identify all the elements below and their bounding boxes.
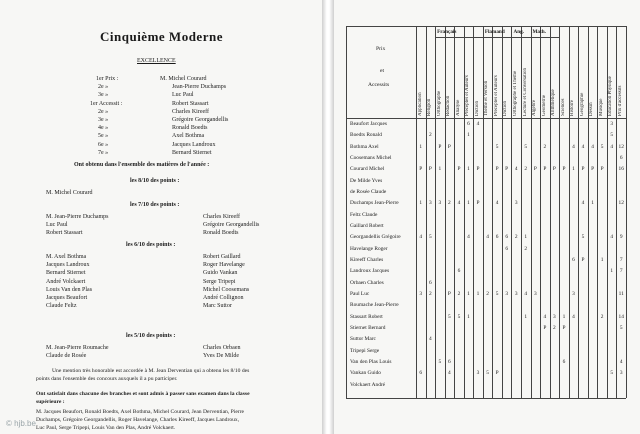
table-cell: 1 bbox=[467, 313, 470, 320]
column-heading: Application bbox=[417, 92, 423, 116]
mention-line-1: Une mention très honorable est accordée à M. Jean Derventian qui a obtenu les 8/10 des bbox=[52, 368, 250, 374]
table-cell: 6 bbox=[495, 234, 499, 241]
table-cell: 4 bbox=[514, 166, 518, 173]
table-cell: P bbox=[581, 257, 585, 263]
table-cell: 6 bbox=[505, 234, 509, 241]
table-cell: 5 bbox=[438, 359, 442, 365]
column-heading: Diction bbox=[503, 101, 509, 116]
table-cell: 5 bbox=[610, 132, 614, 139]
prize-name: Ronald Boedts bbox=[172, 125, 208, 132]
list-item: Marc Suttor bbox=[203, 303, 232, 310]
column-heading: Algèbre bbox=[532, 99, 538, 116]
table-cell: 6 bbox=[562, 359, 566, 365]
table-cell: 5 bbox=[581, 234, 585, 241]
table-cell: 1 bbox=[438, 166, 442, 173]
table-cell: P bbox=[591, 166, 595, 173]
column-heading: Diction bbox=[474, 101, 480, 116]
table-cell: 1 bbox=[572, 166, 575, 173]
prize-name: Jean-Pierre Duchamps bbox=[172, 84, 227, 91]
list-item: Robert Stassart bbox=[46, 229, 83, 236]
column-heading: Préceptes et Auteurs bbox=[493, 75, 499, 116]
group-underline bbox=[483, 37, 512, 38]
table-row-name: Georgandellis Grégoire bbox=[350, 234, 401, 241]
table-border bbox=[346, 26, 626, 27]
table-row-name: De Milde Yves bbox=[350, 177, 383, 184]
table-cell: 5 bbox=[524, 143, 528, 150]
prize-rank: 2e » bbox=[98, 108, 109, 115]
table-cell: 3 bbox=[514, 291, 518, 297]
table-cell: 4 bbox=[591, 143, 594, 150]
prize-name: M. Michel Courard bbox=[160, 76, 207, 82]
list-item: Guido Vankan bbox=[203, 270, 238, 277]
prize-name: Axel Bothma bbox=[172, 133, 205, 140]
table-cell: 11 bbox=[618, 291, 624, 297]
table-cell: 3 bbox=[505, 291, 509, 297]
final-line-2: Duchamps, Grégoire Georgandellis, Roger Havelange, Charles Kireeff, Jacques Landroux, bbox=[36, 417, 240, 423]
table-border bbox=[346, 398, 626, 399]
list-item: M. Jean-Pierre Duchamps bbox=[46, 214, 109, 220]
table-cell: 1 bbox=[562, 313, 566, 320]
column-heading: Histoire bbox=[570, 99, 576, 116]
prize-name: Grégoire Georgandellis bbox=[172, 117, 229, 123]
table-border bbox=[346, 26, 347, 398]
table-cell: 4 bbox=[495, 200, 499, 207]
table-cell: 4 bbox=[448, 370, 451, 377]
table-cell: 4 bbox=[543, 313, 547, 320]
group-heading: Math. bbox=[532, 29, 546, 35]
table-cell: P bbox=[476, 200, 480, 207]
prize-rank: 3e » bbox=[98, 117, 109, 123]
table-cell: 2 bbox=[600, 313, 604, 320]
table-cell: 2 bbox=[448, 200, 451, 207]
table-cell: P bbox=[562, 325, 566, 331]
table-cell: 6 bbox=[428, 279, 432, 286]
table-cell: 4 bbox=[610, 143, 614, 150]
page-title: Cinquième Moderne bbox=[100, 29, 223, 44]
table-row-name: Volckaert André bbox=[350, 381, 386, 388]
table-cell: 6 bbox=[505, 245, 509, 252]
table-cell: 3 bbox=[572, 291, 575, 297]
list-item: Michel Coosemans bbox=[203, 286, 250, 293]
table-cell: 5 bbox=[428, 234, 432, 241]
header-label-prix: Prix bbox=[376, 46, 386, 52]
table-cell: 2 bbox=[524, 245, 528, 252]
column-heading: Géographie bbox=[579, 92, 585, 116]
table-cell: 4 bbox=[419, 234, 423, 241]
list-item: Charles Kireeff bbox=[203, 214, 241, 220]
table-cell: 2 bbox=[514, 234, 518, 241]
group-underline bbox=[531, 37, 560, 38]
prize-name: Charles Kireeff bbox=[172, 108, 210, 115]
table-cell: 2 bbox=[428, 132, 432, 139]
column-heading: Rédaction bbox=[446, 95, 452, 116]
table-cell: 3 bbox=[514, 200, 518, 207]
table-cell: 1 bbox=[467, 166, 470, 173]
table-cell: 5 bbox=[495, 143, 499, 150]
table-cell: 4 bbox=[572, 313, 575, 320]
prize-rank: 1er Prix : bbox=[96, 76, 119, 82]
table-cell: P bbox=[562, 166, 566, 173]
results-table bbox=[346, 26, 626, 398]
table-row-name: Coosemans Michel bbox=[350, 155, 392, 161]
table-row-name: Courard Michel bbox=[350, 166, 385, 173]
table-cell: 3 bbox=[553, 313, 556, 320]
list-item: M. Michel Courard bbox=[46, 190, 93, 196]
table-cell: 4 bbox=[467, 234, 470, 241]
table-row-name: Feltz Claude bbox=[350, 211, 378, 218]
group-heading: Flamand bbox=[484, 29, 505, 35]
table-cell: P bbox=[419, 166, 423, 173]
list-item: André Collignon bbox=[203, 295, 244, 301]
table-cell: 2 bbox=[543, 143, 547, 150]
band-heading-510: les 5/10 des points : bbox=[126, 333, 176, 339]
table-cell: 4 bbox=[476, 121, 480, 127]
table-cell: 5 bbox=[448, 313, 451, 320]
table-cell: 2 bbox=[553, 325, 556, 331]
table-row-name: Havelange Roger bbox=[350, 245, 388, 252]
table-cell: 2 bbox=[486, 291, 489, 297]
final-line-1: M. Jacques Beaufort, Ronald Boedts, Axel Bothma, Michel Courard, Jean Derventian, Pierre bbox=[36, 409, 245, 415]
table-cell: 4 bbox=[457, 200, 461, 207]
table-row-name: Boedts Ronald bbox=[350, 132, 382, 139]
prize-rank: 4e » bbox=[98, 125, 109, 132]
table-row-name: Tripepi Serge bbox=[350, 347, 380, 354]
table-cell: 1 bbox=[476, 291, 480, 297]
prize-name: Bernard Stiernet bbox=[172, 149, 212, 156]
column-heading: Prix d'accessits bbox=[617, 85, 623, 116]
table-cell: 9 bbox=[619, 234, 623, 241]
band-heading-710: les 7/10 des points : bbox=[130, 202, 180, 208]
obtained-heading: Ont obtenu dans l'ensemble des matières de l'année : bbox=[74, 162, 210, 168]
list-item: Robert Gaillard bbox=[203, 254, 241, 260]
list-item: Luc Paul bbox=[46, 221, 68, 228]
table-cell: P bbox=[428, 166, 432, 173]
table-cell: 1 bbox=[419, 143, 423, 150]
excellence-heading: EXCELLENCE bbox=[137, 58, 176, 64]
satisfied-line-1: Ont satisfait dans chacune des branches et sont admis à passer sans examen dans la classe bbox=[36, 391, 250, 397]
column-heading: Lecture et Conversation bbox=[522, 67, 528, 116]
table-cell: 2 bbox=[524, 166, 528, 173]
table-cell: 3 bbox=[428, 200, 432, 207]
prize-name: Luc Paul bbox=[172, 92, 194, 99]
group-underline bbox=[435, 37, 483, 38]
table-cell: 1 bbox=[419, 200, 423, 207]
table-cell: 4 bbox=[428, 336, 432, 343]
prize-rank: 6e » bbox=[98, 141, 109, 148]
prize-name: Robert Stassart bbox=[172, 100, 209, 107]
table-cell: 3 bbox=[533, 291, 537, 297]
table-cell: 3 bbox=[476, 370, 480, 377]
list-item: Yves De Milde bbox=[203, 353, 240, 360]
table-row-name: Duchamps Jean-Pierre bbox=[350, 200, 399, 207]
column-heading: Orthographe et Thème bbox=[512, 70, 518, 116]
table-cell: 7 bbox=[619, 268, 623, 275]
table-cell: 1 bbox=[524, 313, 528, 320]
table-row-name: Kireeff Charles bbox=[350, 257, 384, 263]
table-cell: 1 bbox=[600, 257, 604, 263]
prize-name: Jacques Landroux bbox=[172, 141, 216, 148]
table-cell: 1 bbox=[467, 132, 470, 139]
table-cell: 7 bbox=[619, 257, 623, 263]
list-item: Claude de Rosée bbox=[46, 353, 87, 360]
table-cell: 6 bbox=[467, 121, 470, 127]
table-cell: P bbox=[543, 166, 547, 173]
table-cell: 4 bbox=[581, 143, 585, 150]
table-cell: 5 bbox=[610, 370, 614, 377]
table-cell: 6 bbox=[448, 359, 451, 365]
column-heading: Sciences bbox=[560, 98, 566, 116]
table-cell: P bbox=[438, 143, 442, 150]
table-cell: 5 bbox=[600, 143, 604, 150]
prize-rank: 5e » bbox=[98, 133, 109, 140]
table-cell: 5 bbox=[486, 370, 489, 377]
mention-line-2: points dans l'ensemble des concours auxquels il a pu participer. bbox=[36, 376, 178, 382]
table-cell: 4 bbox=[486, 234, 489, 241]
group-heading: Ang. bbox=[513, 29, 524, 35]
table-cell: 3 bbox=[619, 370, 623, 377]
table-row-name: Orbaen Charles bbox=[350, 279, 384, 286]
table-row-name: Roumache Jean-Pierre bbox=[350, 302, 399, 309]
table-cell: 4 bbox=[572, 143, 575, 150]
list-item: M. Jean-Pierre Roumache bbox=[46, 345, 109, 351]
table-cell: 4 bbox=[524, 291, 528, 297]
list-item: Grégoire Georgandellis bbox=[203, 221, 260, 228]
table-row-name: Beaufort Jacques bbox=[350, 121, 387, 127]
header-divider bbox=[346, 118, 626, 119]
table-cell: 14 bbox=[618, 313, 624, 320]
table-row-name: Van den Plas Louis bbox=[350, 359, 392, 365]
prize-rank: 7e » bbox=[98, 149, 109, 156]
table-cell: 3 bbox=[419, 291, 423, 297]
table-cell: P bbox=[495, 166, 499, 173]
table-cell: 6 bbox=[419, 370, 423, 377]
header-label-accessits: Accessits bbox=[368, 82, 390, 88]
table-cell: 1 bbox=[610, 268, 614, 275]
column-heading: Arithmétique bbox=[551, 89, 557, 116]
table-cell: 16 bbox=[618, 166, 624, 173]
table-cell: 4 bbox=[619, 359, 623, 365]
table-cell: 5 bbox=[619, 325, 623, 331]
band-heading-610: les 6/10 des points : bbox=[126, 242, 176, 248]
table-cell: 12 bbox=[618, 200, 624, 207]
list-item: M. Axel Bothma bbox=[46, 254, 87, 260]
list-item: Roger Havelange bbox=[203, 262, 245, 269]
table-row-name: Stassart Robert bbox=[350, 313, 383, 320]
list-item: Bernard Stiernet bbox=[46, 270, 86, 277]
list-item: Claude Feltz bbox=[46, 303, 77, 310]
list-item: Jacques Beaufort bbox=[46, 295, 88, 301]
list-item: Louis Van den Plas bbox=[46, 286, 93, 293]
table-cell: P bbox=[457, 166, 461, 173]
table-row-name: de Rosée Claude bbox=[350, 189, 387, 195]
table-cell: 1 bbox=[591, 200, 594, 207]
table-cell: P bbox=[447, 143, 451, 150]
table-row-name: Gaillard Robert bbox=[350, 223, 384, 229]
table-cell: 5 bbox=[457, 313, 461, 320]
table-cell: P bbox=[552, 166, 556, 173]
prize-rank: 3e » bbox=[98, 92, 109, 99]
final-line-3: Luc Paul, Serge Tripepi, Louis Van den Plas, André Volckaert. bbox=[36, 425, 176, 431]
table-cell: 5 bbox=[495, 291, 499, 297]
table-cell: 3 bbox=[610, 121, 614, 127]
satisfied-line-2: supérieure : bbox=[36, 399, 65, 405]
column-heading: Analyse bbox=[455, 99, 461, 116]
column-heading: Dessin bbox=[589, 102, 595, 116]
table-cell: 4 bbox=[581, 200, 585, 207]
band-heading-810: les 8/10 des points : bbox=[130, 178, 180, 184]
table-row-name: Paul Luc bbox=[350, 291, 370, 297]
list-item: Charles Orbaen bbox=[203, 345, 241, 351]
prize-rank: 2e » bbox=[98, 84, 109, 91]
column-heading: Religion bbox=[427, 98, 433, 116]
table-cell: P bbox=[495, 370, 499, 377]
list-item: André Volckaert bbox=[46, 278, 86, 285]
table-cell: 6 bbox=[572, 257, 575, 263]
list-item: Serge Tripepi bbox=[203, 278, 236, 285]
table-cell: P bbox=[447, 291, 451, 297]
watermark: © hjb.be bbox=[6, 419, 36, 428]
table-cell: P bbox=[581, 166, 585, 173]
table-cell: 1 bbox=[524, 234, 528, 241]
spine-shadow bbox=[322, 0, 334, 434]
table-cell: 2 bbox=[457, 291, 461, 297]
table-cell: P bbox=[476, 166, 480, 173]
table-cell: P bbox=[533, 166, 537, 173]
table-row-name: Bothma Axel bbox=[350, 143, 379, 150]
column-heading: Thème et Version bbox=[484, 80, 490, 116]
column-heading: Géométrie bbox=[541, 94, 547, 116]
table-cell: 2 bbox=[428, 291, 432, 297]
table-row-name: Landroux Jacques bbox=[350, 268, 390, 275]
table-cell: P bbox=[600, 166, 604, 173]
table-row-name: Vankan Guido bbox=[350, 370, 381, 377]
table-cell: 3 bbox=[438, 200, 442, 207]
prize-rank: 1er Accessit : bbox=[90, 100, 123, 107]
table-cell: P bbox=[505, 166, 509, 173]
column-heading: Éducation Physique bbox=[608, 76, 614, 116]
column-heading: Musique bbox=[598, 98, 604, 116]
column-line bbox=[626, 26, 627, 398]
table-cell: 1 bbox=[467, 291, 470, 297]
table-cell: 6 bbox=[457, 268, 461, 275]
group-underline bbox=[511, 37, 530, 38]
group-heading: Français bbox=[437, 29, 457, 35]
table-row-name: Stiernet Bernard bbox=[350, 325, 386, 331]
header-label-et: et bbox=[380, 68, 385, 74]
column-heading: Orthographe bbox=[436, 90, 442, 116]
column-heading: Préceptes et Auteurs bbox=[465, 75, 471, 116]
table-row-name: Suttor Marc bbox=[350, 336, 376, 343]
table-cell: 6 bbox=[619, 155, 623, 161]
table-cell: P bbox=[543, 325, 547, 331]
list-item: Ronald Boedts bbox=[203, 229, 239, 236]
table-cell: 1 bbox=[467, 200, 470, 207]
table-cell: 4 bbox=[610, 234, 614, 241]
table-cell: 12 bbox=[618, 143, 624, 150]
list-item: Jacques Landroux bbox=[46, 262, 90, 269]
